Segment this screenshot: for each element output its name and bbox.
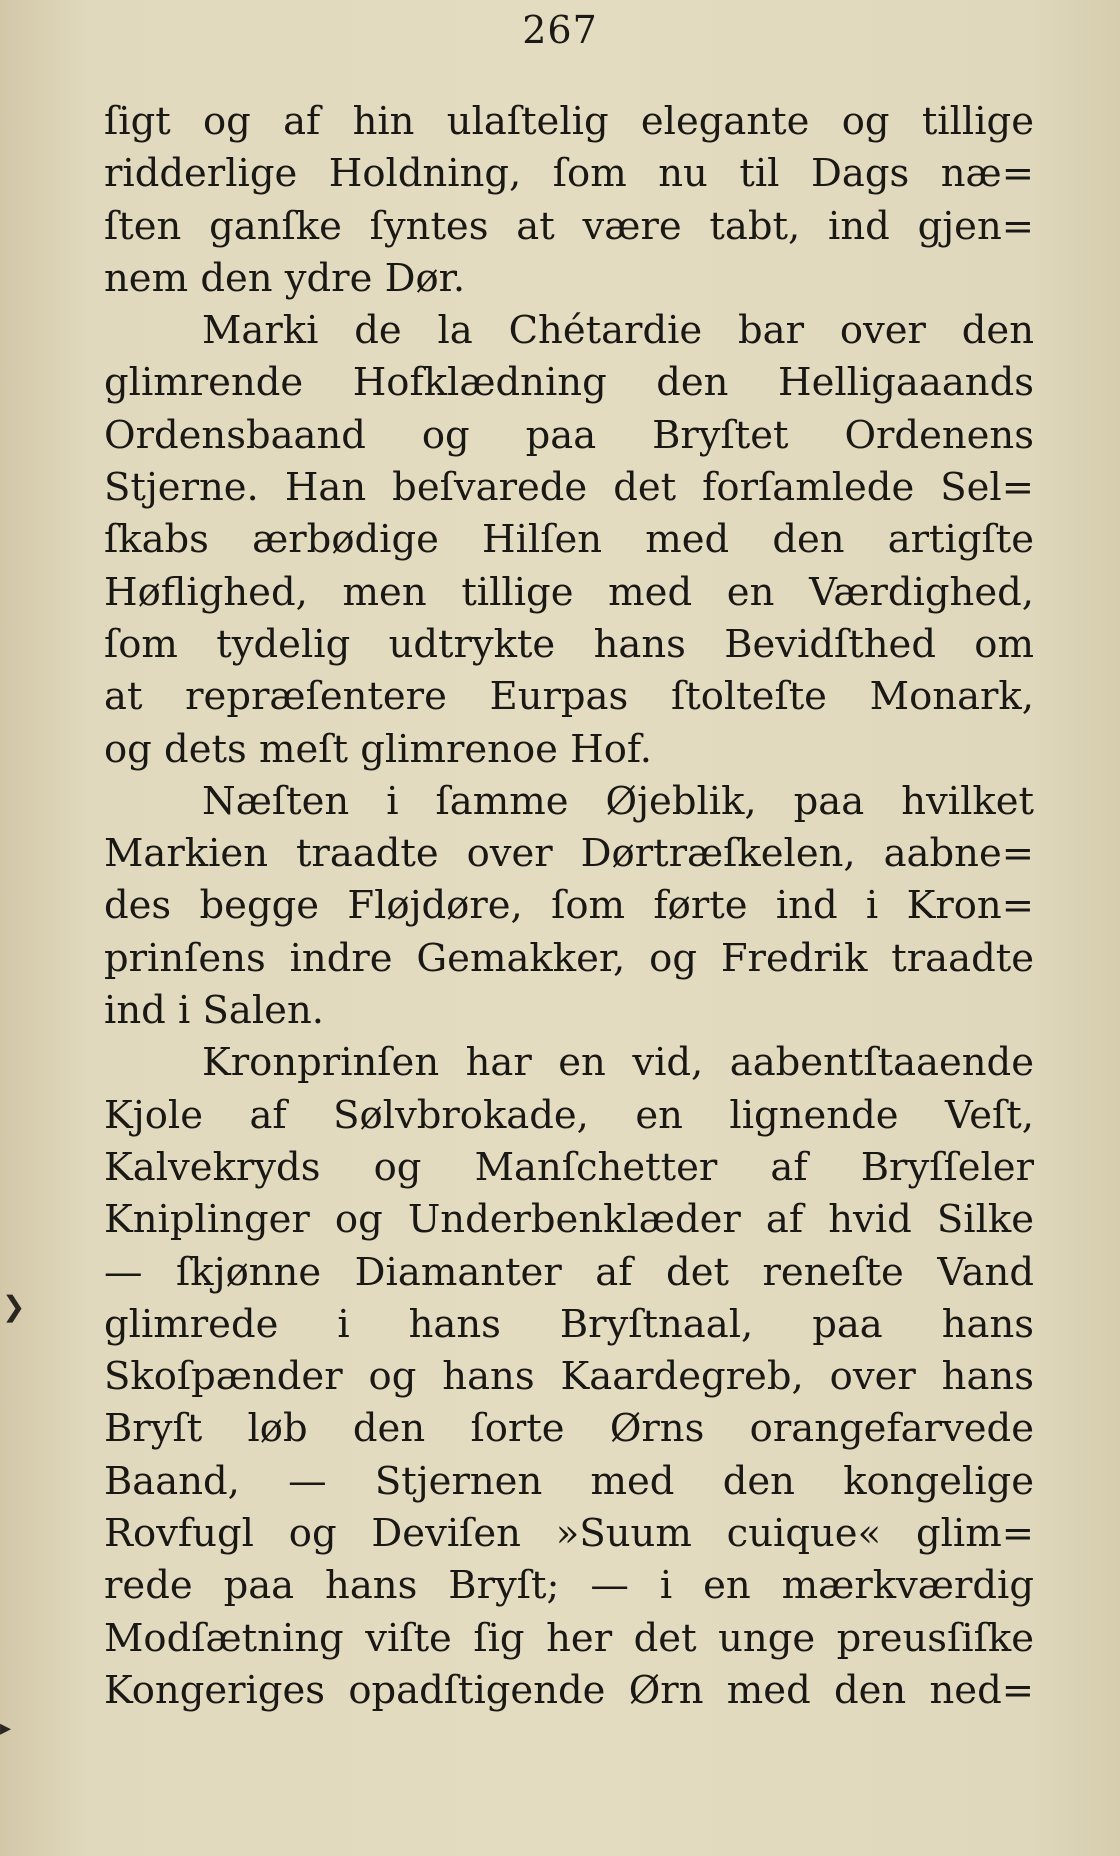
text-line: Kronprinſen har en vid, aabentſtaaende xyxy=(202,1040,1034,1086)
text-line: Marki de la Chétardie bar over den xyxy=(202,308,1034,354)
text-line: Stjerne. Han beſvarede det forſamlede Sel= xyxy=(104,465,1034,511)
text-line: at repræſentere Eurpas ſtolteſte Monark, xyxy=(104,674,1034,720)
text-line: glimrende Hofklædning den Helligaaands xyxy=(104,360,1034,406)
text-line: Kjole af Sølvbrokade, en lignende Veſt, xyxy=(104,1092,1034,1138)
margin-mark-icon: ❯ xyxy=(2,1290,26,1323)
text-line: Kongeriges opadſtigende Ørn med den ned= xyxy=(104,1667,1034,1713)
text-line: og dets meſt glimrenoe Hof. xyxy=(104,726,653,772)
text-line: ſigt og af hin ulaſtelig elegante og tillige xyxy=(104,99,1034,144)
text-line: Markien traadte over Dørtræſkelen, aabne= xyxy=(104,831,1034,877)
text-line: glimrede i hans Bryſtnaal, paa hans xyxy=(104,1301,1034,1347)
text-line: nem den ydre Dør. xyxy=(104,255,466,301)
text-line: Næſten i ſamme Øjeblik, paa hvilket xyxy=(202,778,1034,824)
text-line: rede paa hans Bryſt; — i en mærkværdig xyxy=(104,1563,1034,1609)
text-line: — ſkjønne Diamanter af det reneſte Vand xyxy=(104,1249,1034,1295)
page-number: 267 xyxy=(522,8,598,52)
text-line: Modſætning viſte ſig her det unge preusſiſke xyxy=(104,1615,1034,1661)
text-line: ſten ganſke ſyntes at være tabt, ind gjen= xyxy=(104,203,1034,249)
text-line: ſkabs ærbødige Hilſen med den artigſte xyxy=(104,517,1034,563)
text-line: ſom tydelig udtrykte hans Bevidſthed om xyxy=(104,621,1034,667)
text-line: prinſens indre Gemakker, og Fredrik traadte xyxy=(104,935,1034,981)
text-line: Kalvekryds og Manſchetter af Bryſſeler xyxy=(104,1144,1034,1190)
margin-tick-icon: ▸ xyxy=(0,1716,12,1741)
text-line: Rovfugl og Deviſen »Suum cuique« glim= xyxy=(104,1511,1034,1557)
text-line: ridderlige Holdning, ſom nu til Dags næ= xyxy=(104,151,1034,197)
text-line: Bryſt løb den ſorte Ørns orangefarvede xyxy=(104,1406,1034,1452)
text-line: ind i Salen. xyxy=(104,988,325,1034)
text-line: des begge Fløjdøre, ſom førte ind i Kron= xyxy=(104,883,1034,929)
body-text xyxy=(104,96,1034,1717)
text-line: Høflighed, men tillige med en Værdighed, xyxy=(104,569,1034,615)
text-line: Skoſpænder og hans Kaardegreb, over hans xyxy=(104,1354,1034,1400)
text-line: Baand, — Stjernen med den kongelige xyxy=(104,1458,1034,1504)
text-line: Kniplinger og Underbenklæder af hvid Silke xyxy=(104,1197,1034,1243)
text-line: Ordensbaand og paa Bryſtet Ordenens xyxy=(104,412,1034,458)
